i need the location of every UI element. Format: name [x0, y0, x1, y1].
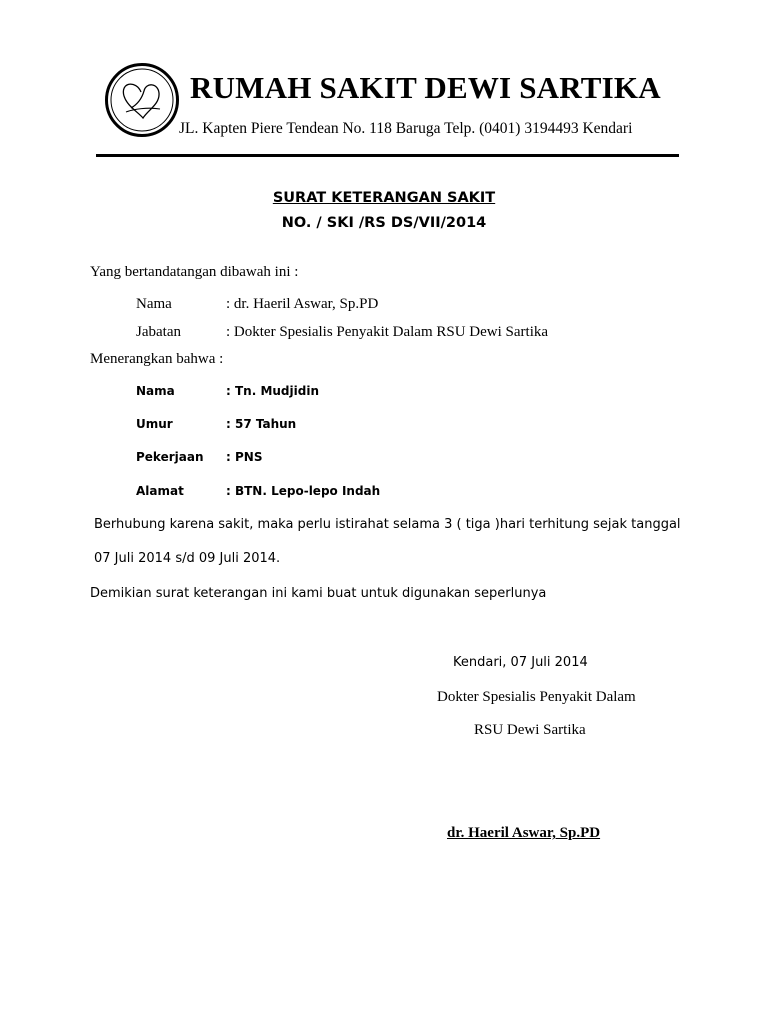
header-divider [96, 154, 679, 157]
patient-age-label: Umur [136, 417, 173, 431]
declares-text: Menerangkan bahwa : [90, 351, 224, 367]
patient-name-value: : Tn. Mudjidin [226, 384, 319, 398]
signer-position-value: : Dokter Spesialis Penyakit Dalam RSU Dewi Sartika [226, 324, 549, 340]
signer-name-value: : dr. Haeril Aswar, Sp.PD [226, 296, 379, 312]
patient-name-label: Nama [136, 384, 175, 398]
place-date: Kendari, 07 Juli 2014 [453, 655, 588, 670]
document-number: NO. / SKI /RS DS/VII/2014 [281, 215, 487, 231]
patient-age-value: : 57 Tahun [226, 417, 297, 431]
rest-reason-text: Berhubung karena sakit, maka perlu istirahat selama 3 ( tiga )hari terhitung sejak tanggal [94, 517, 681, 532]
heart-ribbon-logo-icon [104, 62, 180, 138]
patient-job-label: Pekerjaan [136, 450, 204, 464]
document-title: SURAT KETERANGAN SAKIT [272, 190, 496, 206]
signature-organization: RSU Dewi Sartika [474, 722, 586, 738]
hospital-address: JL. Kapten Piere Tendean No. 118 Baruga Telp. (0401) 3194493 Kendari [179, 120, 633, 137]
patient-address-value: : BTN. Lepo-lepo Indah [226, 484, 381, 498]
signatory-name: dr. Haeril Aswar, Sp.PD [447, 825, 601, 841]
rest-dates-text: 07 Juli 2014 s/d 09 Juli 2014. [94, 551, 281, 566]
intro-text: Yang bertandatangan dibawah ini : [90, 264, 299, 280]
patient-job-value: : PNS [226, 450, 263, 464]
signature-title: Dokter Spesialis Penyakit Dalam [437, 689, 636, 705]
signer-name-label: Nama [136, 296, 172, 312]
closing-text: Demikian surat keterangan ini kami buat untuk digunakan seperlunya [90, 586, 547, 601]
signer-position-label: Jabatan [136, 324, 181, 340]
patient-address-label: Alamat [136, 484, 184, 498]
hospital-name: RUMAH SAKIT DEWI SARTIKA [190, 70, 661, 105]
